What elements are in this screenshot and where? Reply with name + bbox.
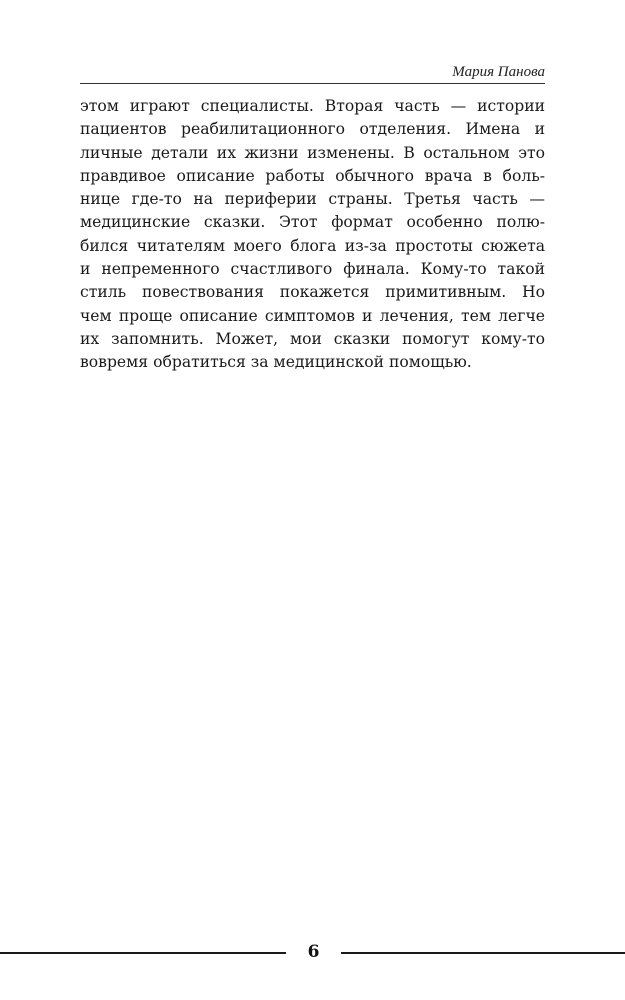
text-line: чем проще описание симптомов и лечения, тем легче (80, 306, 545, 325)
footer-rule-right (341, 952, 625, 954)
header-rule (80, 83, 545, 84)
text-line: правдивое описание работы обычного врача в боль- (80, 166, 545, 185)
text-line: личные детали их жизни изменены. В остальном это (80, 143, 545, 162)
body-text (80, 95, 545, 375)
text-line: бился читателям моего блога из-за простоты сюжета (80, 236, 545, 255)
page-number: 6 (307, 942, 320, 962)
text-line: нице где-то на периферии страны. Третья часть — (80, 190, 545, 209)
text-line: вовремя обратиться за медицинской помощью. (80, 353, 472, 372)
text-line: медицинские сказки. Этот формат особенно полю- (80, 213, 545, 232)
text-line: пациентов реабилитационного отделения. Имена и (80, 120, 545, 139)
footer-rule-left (0, 952, 286, 954)
text-line: их запомнить. Может, мои сказки помогут кому-то (80, 329, 545, 348)
running-header-author: Мария Панова (452, 64, 545, 80)
text-line: и непременного счастливого финала. Кому-то такой (80, 260, 545, 279)
text-line: этом играют специалисты. Вторая часть — истории (80, 97, 545, 115)
text-line: стиль повествования покажется примитивным. Но (80, 283, 545, 302)
